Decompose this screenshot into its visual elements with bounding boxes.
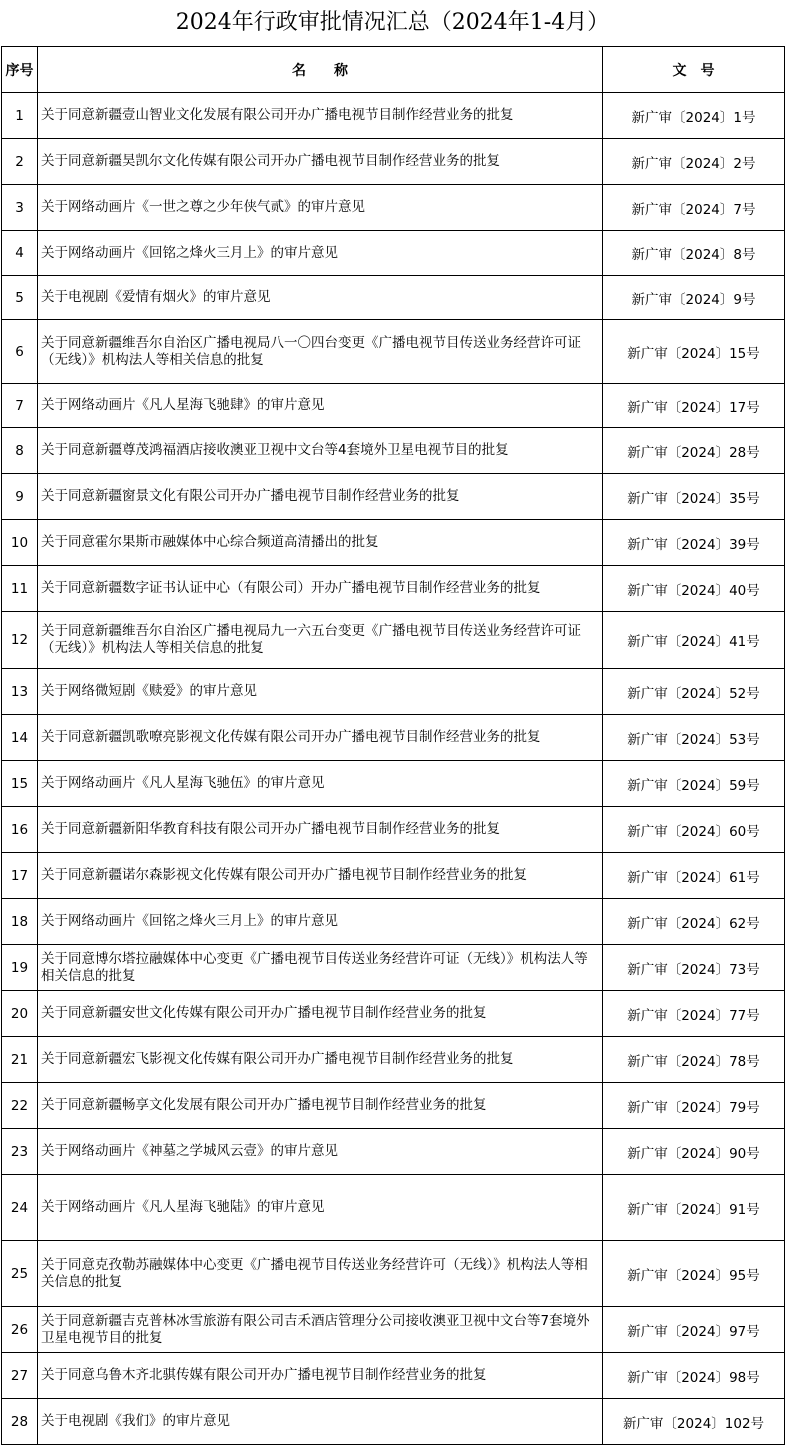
row-index: 2: [2, 139, 38, 185]
row-index: 25: [2, 1241, 38, 1307]
row-doc-no: 新广审〔2024〕8号: [603, 231, 785, 276]
table-row: [2, 1353, 785, 1399]
table-row: [2, 231, 785, 276]
row-index: 8: [2, 428, 38, 474]
table-row: [2, 428, 785, 474]
table-row: [2, 276, 785, 320]
row-name: 关于电视剧《我们》的审片意见: [38, 1399, 603, 1445]
row-index: 3: [2, 185, 38, 231]
row-name: 关于网络动画片《回铭之烽火三月上》的审片意见: [38, 899, 603, 945]
table-row: [2, 853, 785, 899]
row-index: 17: [2, 853, 38, 899]
row-doc-no: 新广审〔2024〕41号: [603, 612, 785, 669]
page-title: 2024年行政审批情况汇总（2024年1-4月）: [175, 10, 610, 35]
row-index: 14: [2, 715, 38, 761]
row-name: 关于网络动画片《神墓之学城风云壹》的审片意见: [38, 1129, 603, 1175]
table-row: [2, 669, 785, 715]
table-row: [2, 320, 785, 384]
approval-table: [1, 46, 785, 1445]
row-name: 关于网络微短剧《赎爱》的审片意见: [38, 669, 603, 715]
row-name: 关于网络动画片《凡人星海飞驰陆》的审片意见: [38, 1175, 603, 1241]
row-index: 22: [2, 1083, 38, 1129]
table-row: [2, 139, 785, 185]
row-index: 23: [2, 1129, 38, 1175]
row-name: 关于同意新疆宏飞影视文化传媒有限公司开办广播电视节目制作经营业务的批复: [38, 1037, 603, 1083]
row-name: 关于同意新疆吉克普林冰雪旅游有限公司吉禾酒店管理分公司接收澳亚卫视中文台等7套境外卫星电视节目的批复: [38, 1307, 603, 1353]
row-index: 26: [2, 1307, 38, 1353]
row-doc-no: 新广审〔2024〕52号: [603, 669, 785, 715]
table-row: [2, 612, 785, 669]
header-doc-no: 文 号: [603, 47, 785, 93]
row-doc-no: 新广审〔2024〕78号: [603, 1037, 785, 1083]
row-doc-no: 新广审〔2024〕7号: [603, 185, 785, 231]
row-name: 关于同意新疆安世文化传媒有限公司开办广播电视节目制作经营业务的批复: [38, 991, 603, 1037]
row-index: 6: [2, 320, 38, 384]
table-row: [2, 520, 785, 566]
row-index: 10: [2, 520, 38, 566]
row-doc-no: 新广审〔2024〕91号: [603, 1175, 785, 1241]
row-doc-no: 新广审〔2024〕15号: [603, 320, 785, 384]
row-doc-no: 新广审〔2024〕90号: [603, 1129, 785, 1175]
table-row: [2, 185, 785, 231]
row-name: 关于同意博尔塔拉融媒体中心变更《广播电视节目传送业务经营许可证（无线）》机构法人等相关信息的批复: [38, 945, 603, 991]
row-name: 关于同意新疆维吾尔自治区广播电视局八一〇四台变更《广播电视节目传送业务经营许可证（无线）》机构法人等相关信息的批复: [38, 320, 603, 384]
row-doc-no: 新广审〔2024〕79号: [603, 1083, 785, 1129]
row-index: 4: [2, 231, 38, 276]
row-index: 1: [2, 93, 38, 139]
row-doc-no: 新广审〔2024〕59号: [603, 761, 785, 807]
row-index: 19: [2, 945, 38, 991]
row-doc-no: 新广审〔2024〕2号: [603, 139, 785, 185]
row-name: 关于同意新疆维吾尔自治区广播电视局九一六五台变更《广播电视节目传送业务经营许可证（无线）》机构法人等相关信息的批复: [38, 612, 603, 669]
table-row: [2, 807, 785, 853]
row-index: 15: [2, 761, 38, 807]
table-row: [2, 715, 785, 761]
row-name: 关于同意新疆窗景文化有限公司开办广播电视节目制作经营业务的批复: [38, 474, 603, 520]
row-doc-no: 新广审〔2024〕62号: [603, 899, 785, 945]
row-index: 21: [2, 1037, 38, 1083]
row-index: 18: [2, 899, 38, 945]
row-index: 20: [2, 991, 38, 1037]
table-row: [2, 93, 785, 139]
row-index: 11: [2, 566, 38, 612]
row-name: 关于同意新疆尊茂鸿福酒店接收澳亚卫视中文台等4套境外卫星电视节目的批复: [38, 428, 603, 474]
row-doc-no: 新广审〔2024〕40号: [603, 566, 785, 612]
table-row: [2, 1175, 785, 1241]
row-index: 16: [2, 807, 38, 853]
row-name: 关于同意克孜勒苏融媒体中心变更《广播电视节目传送业务经营许可（无线）》机构法人等相关信息的批复: [38, 1241, 603, 1307]
table-row: [2, 1241, 785, 1307]
row-name: 关于同意新疆诺尔森影视文化传媒有限公司开办广播电视节目制作经营业务的批复: [38, 853, 603, 899]
row-name: 关于网络动画片《凡人星海飞驰伍》的审片意见: [38, 761, 603, 807]
row-doc-no: 新广审〔2024〕53号: [603, 715, 785, 761]
row-index: 5: [2, 276, 38, 320]
row-name: 关于同意新疆昊凯尔文化传媒有限公司开办广播电视节目制作经营业务的批复: [38, 139, 603, 185]
row-doc-no: 新广审〔2024〕95号: [603, 1241, 785, 1307]
row-name: 关于同意新疆凯歌嘹亮影视文化传媒有限公司开办广播电视节目制作经营业务的批复: [38, 715, 603, 761]
row-index: 9: [2, 474, 38, 520]
row-name: 关于网络动画片《回铭之烽火三月上》的审片意见: [38, 231, 603, 276]
table-row: [2, 945, 785, 991]
row-name: 关于同意新疆畅享文化发展有限公司开办广播电视节目制作经营业务的批复: [38, 1083, 603, 1129]
row-doc-no: 新广审〔2024〕102号: [603, 1399, 785, 1445]
table-row: [2, 1307, 785, 1353]
table-header-row: [2, 47, 785, 93]
row-doc-no: 新广审〔2024〕61号: [603, 853, 785, 899]
row-name: 关于网络动画片《凡人星海飞驰肆》的审片意见: [38, 384, 603, 428]
table-row: [2, 1037, 785, 1083]
row-doc-no: 新广审〔2024〕73号: [603, 945, 785, 991]
row-name: 关于电视剧《爱情有烟火》的审片意见: [38, 276, 603, 320]
row-index: 28: [2, 1399, 38, 1445]
header-name: 名 称: [38, 47, 603, 93]
row-name: 关于同意乌鲁木齐北骐传媒有限公司开办广播电视节目制作经营业务的批复: [38, 1353, 603, 1399]
row-index: 24: [2, 1175, 38, 1241]
row-doc-no: 新广审〔2024〕39号: [603, 520, 785, 566]
header-index: 序号: [2, 47, 38, 93]
row-doc-no: 新广审〔2024〕17号: [603, 384, 785, 428]
table-row: [2, 1129, 785, 1175]
row-doc-no: 新广审〔2024〕1号: [603, 93, 785, 139]
row-doc-no: 新广审〔2024〕28号: [603, 428, 785, 474]
row-doc-no: 新广审〔2024〕98号: [603, 1353, 785, 1399]
row-index: 7: [2, 384, 38, 428]
table-row: [2, 899, 785, 945]
table-row: [2, 1399, 785, 1445]
row-doc-no: 新广审〔2024〕77号: [603, 991, 785, 1037]
row-doc-no: 新广审〔2024〕9号: [603, 276, 785, 320]
row-name: 关于同意新疆壹山智业文化发展有限公司开办广播电视节目制作经营业务的批复: [38, 93, 603, 139]
table-row: [2, 1083, 785, 1129]
row-name: 关于网络动画片《一世之尊之少年侠气贰》的审片意见: [38, 185, 603, 231]
row-index: 13: [2, 669, 38, 715]
table-row: [2, 566, 785, 612]
table-row: [2, 384, 785, 428]
row-name: 关于同意新疆数字证书认证中心（有限公司）开办广播电视节目制作经营业务的批复: [38, 566, 603, 612]
row-index: 27: [2, 1353, 38, 1399]
row-doc-no: 新广审〔2024〕35号: [603, 474, 785, 520]
row-doc-no: 新广审〔2024〕60号: [603, 807, 785, 853]
row-name: 关于同意新疆新阳华教育科技有限公司开办广播电视节目制作经营业务的批复: [38, 807, 603, 853]
row-name: 关于同意霍尔果斯市融媒体中心综合频道高清播出的批复: [38, 520, 603, 566]
row-index: 12: [2, 612, 38, 669]
table-row: [2, 991, 785, 1037]
row-doc-no: 新广审〔2024〕97号: [603, 1307, 785, 1353]
table-row: [2, 761, 785, 807]
table-row: [2, 474, 785, 520]
